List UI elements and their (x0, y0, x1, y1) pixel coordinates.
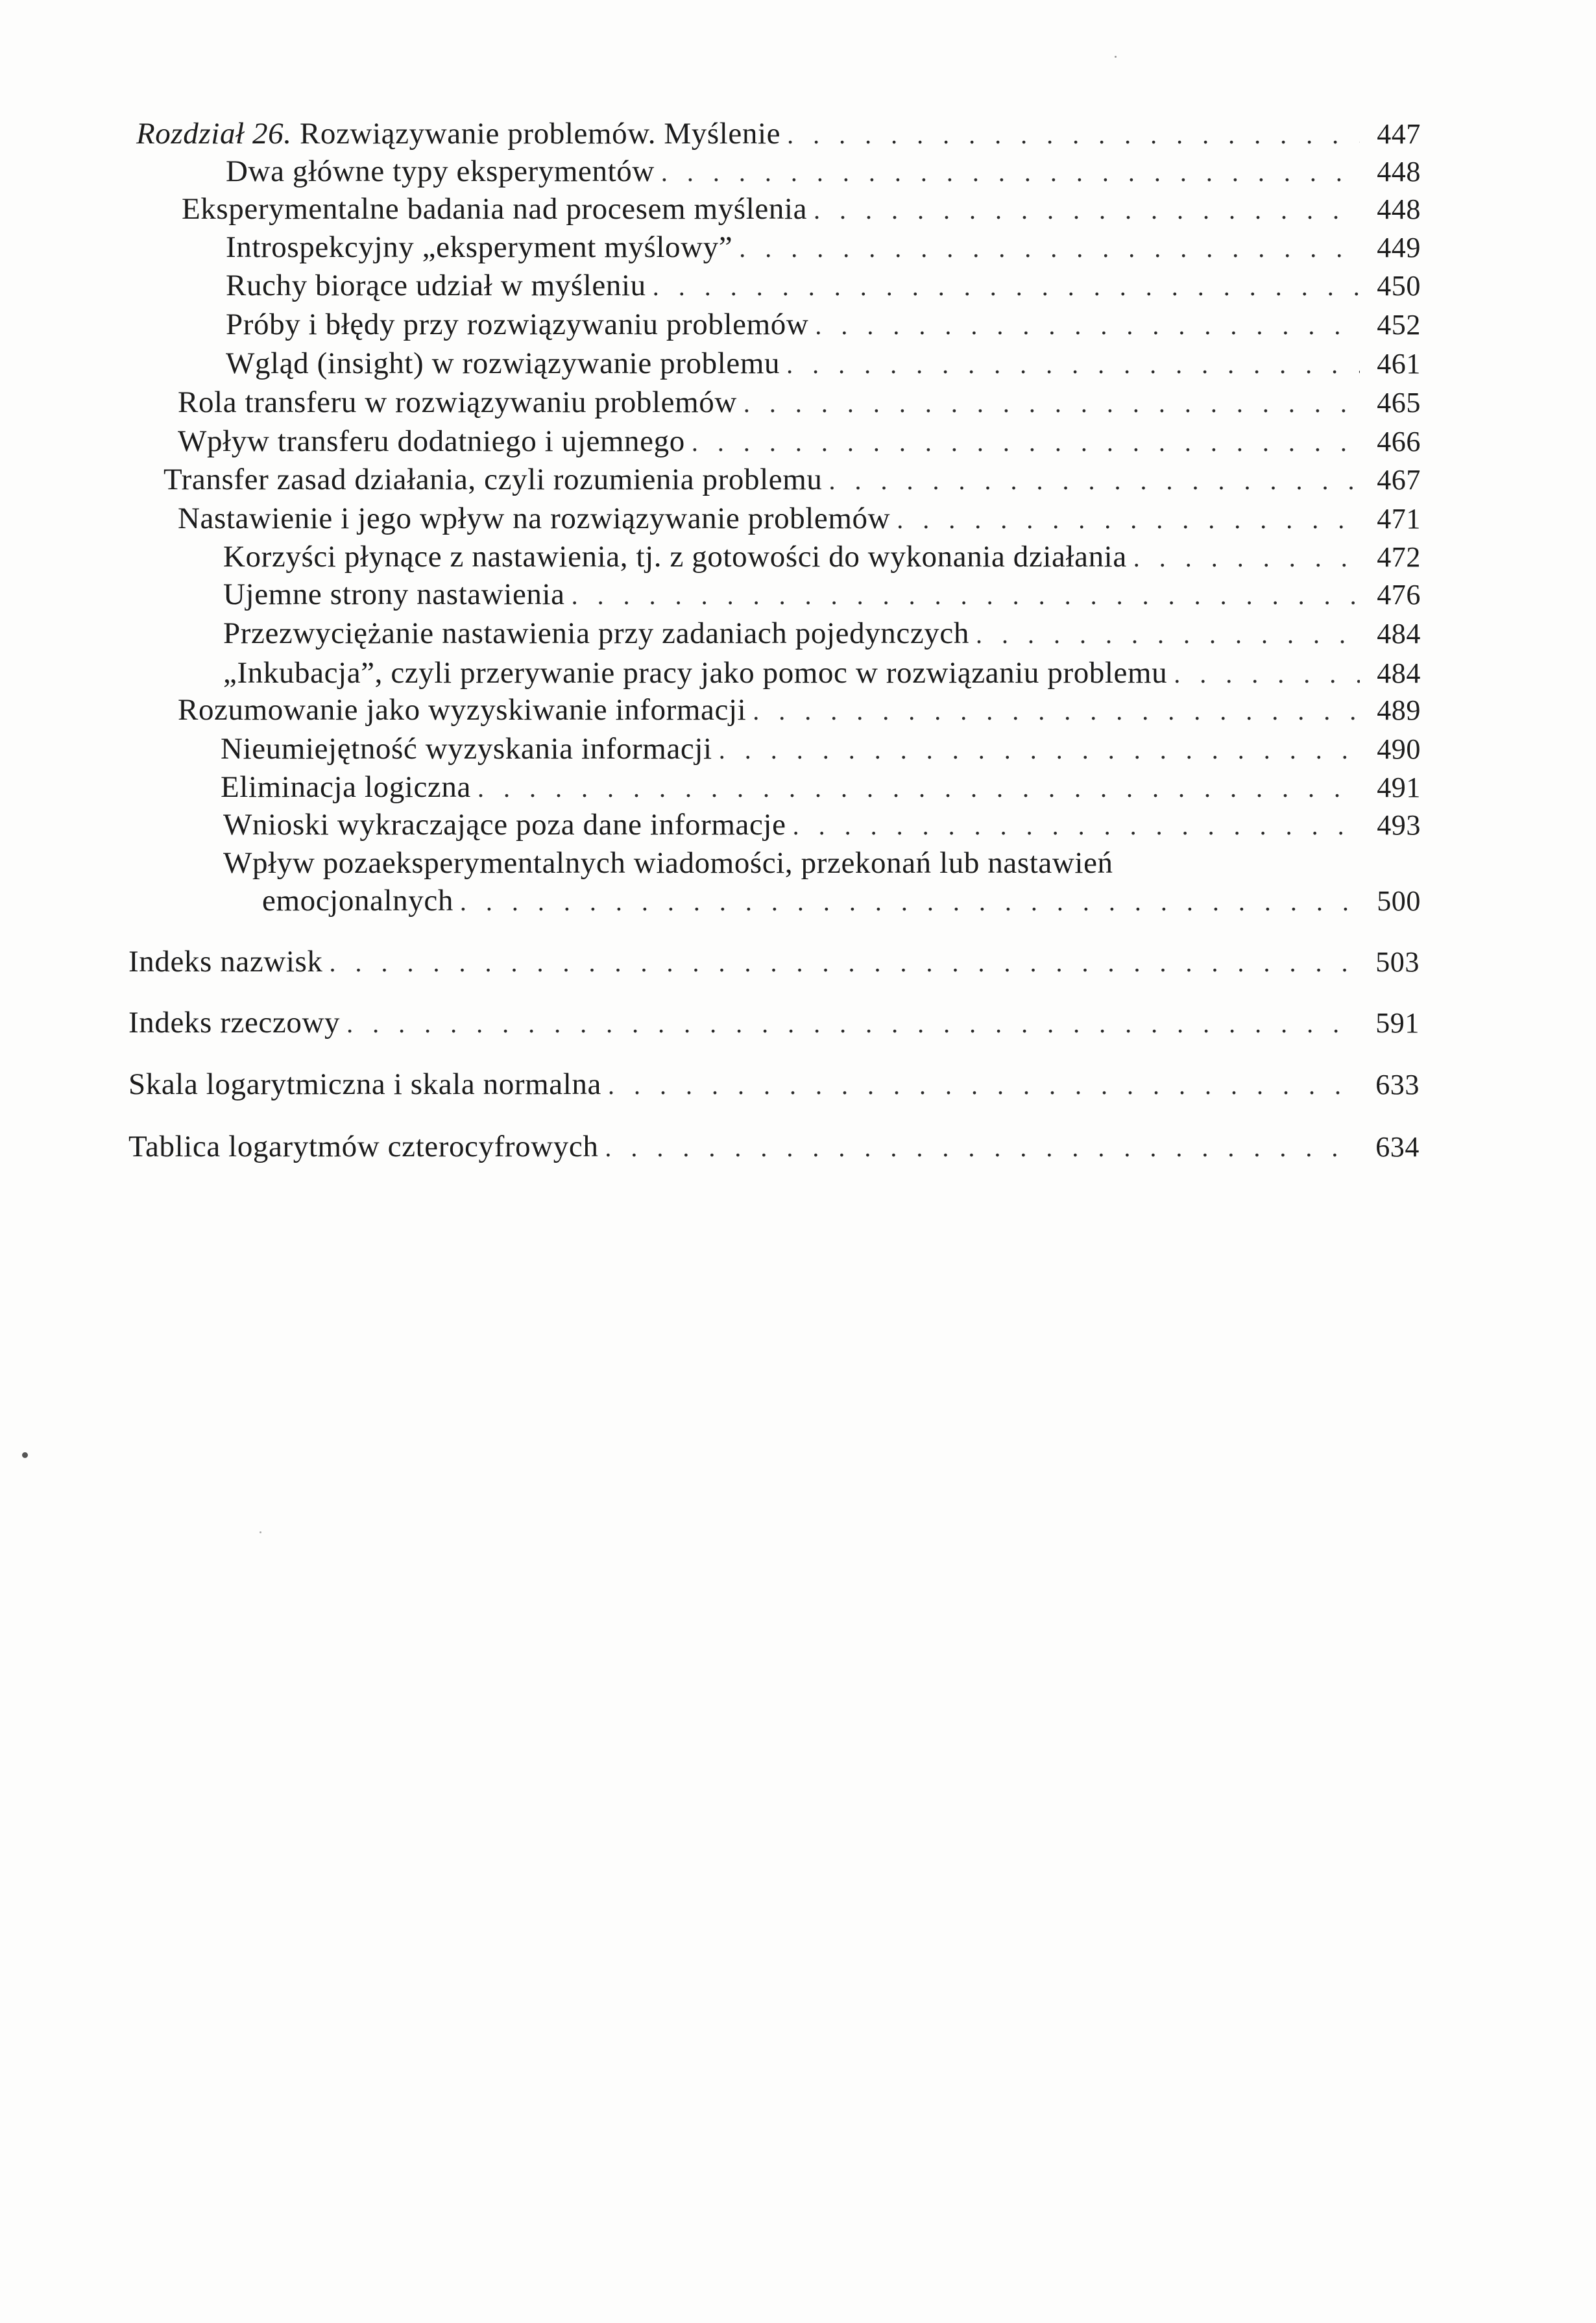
toc-entry-label: Indeks rzeczowy (128, 1006, 341, 1040)
toc-page-number: 449 (1377, 232, 1421, 263)
dot-leader (739, 229, 1360, 268)
toc-page-number: 503 (1375, 946, 1420, 978)
chapter-title: Rozwiązywanie problemów. Myślenie (299, 117, 781, 151)
toc-page-number: 633 (1375, 1069, 1420, 1101)
dot-leader (897, 500, 1360, 539)
toc-entry (178, 422, 1421, 461)
toc-page-number: 472 (1377, 541, 1421, 573)
toc-entry (178, 383, 1421, 422)
toc-entry (223, 575, 1421, 614)
toc-entry-label: Wpływ transferu dodatniego i ujemnego (178, 424, 685, 458)
toc-entry-label: Wnioski wykraczające poza dane informacje (223, 808, 786, 842)
toc-entry-label: Skala logarytmiczna i skala normalna (128, 1067, 601, 1101)
toc-entry-label: Korzyści płynące z nastawienia, tj. z gotowości do wykonania działania (223, 540, 1127, 574)
toc-entry-label: Próby i błędy przy rozwiązywaniu problemów (226, 308, 809, 341)
toc-entry (221, 768, 1421, 807)
dot-leader (719, 731, 1360, 770)
toc-page-number: 591 (1375, 1007, 1420, 1039)
toc-page-number: 500 (1377, 885, 1421, 917)
toc-entry-label: Wgląd (insight) w rozwiązywanie problemu (226, 347, 780, 380)
dot-leader (753, 692, 1360, 731)
toc-page-number: 461 (1377, 348, 1421, 380)
toc-entry (226, 266, 1421, 305)
dot-leader (608, 1066, 1359, 1105)
dot-leader (829, 461, 1360, 500)
toc-entry-label: Introspekcyjny „eksperyment myślowy” (226, 230, 733, 264)
toc-backmatter-entry (128, 1127, 1420, 1166)
toc-page-number: 448 (1377, 156, 1421, 188)
toc-entry-label: Nieumiejętność wyzyskania informacji (221, 732, 712, 766)
toc-entry (223, 805, 1421, 844)
toc-page-number: 448 (1377, 193, 1421, 225)
dot-leader (1133, 539, 1360, 578)
dot-leader (329, 943, 1359, 982)
toc-entry-line2 (262, 881, 1421, 920)
dot-leader (744, 384, 1360, 423)
toc-backmatter-entry (128, 942, 1420, 981)
toc-page-number: 471 (1377, 503, 1421, 535)
toc-entry-label (136, 114, 780, 153)
dot-leader (653, 267, 1360, 306)
toc-entry (226, 344, 1421, 383)
toc-multiline-entry (223, 844, 1421, 921)
toc-entry-label: Ujemne strony nastawienia (223, 578, 565, 611)
toc-entry-line1 (223, 844, 1369, 882)
toc-backmatter-entry (128, 1003, 1420, 1042)
toc-entry-label: Transfer zasad działania, czyli rozumienia problemu (163, 463, 823, 496)
dot-leader (1174, 655, 1360, 694)
dot-leader (605, 1128, 1359, 1167)
dot-leader (976, 615, 1360, 654)
toc-entry-label: Ruchy biorące udział w myśleniu (226, 269, 646, 302)
dot-leader (787, 116, 1360, 154)
toc-entry-label: Indeks nazwisk (128, 945, 323, 979)
toc-chapter-entry (136, 114, 1421, 153)
toc-page-number: 634 (1375, 1131, 1420, 1163)
toc-entry-label: Nastawienie i jego wpływ na rozwiązywanie problemów (178, 502, 891, 535)
dot-leader (346, 1004, 1359, 1043)
toc-entry-label: Eliminacja logiczna (221, 770, 471, 804)
toc-page-number: 466 (1377, 426, 1421, 457)
dot-leader (478, 769, 1360, 808)
dot-leader (692, 423, 1360, 462)
dot-leader (572, 576, 1360, 615)
toc-entry-label: Dwa główne typy eksperymentów (226, 154, 655, 188)
toc-page-number: 447 (1377, 118, 1421, 150)
toc-entry (226, 305, 1421, 344)
dot-leader (460, 882, 1360, 921)
toc-entry (226, 228, 1421, 267)
dot-leader (786, 345, 1360, 384)
toc-entry (163, 460, 1421, 499)
toc-entry-label: Przezwyciężanie nastawienia przy zadaniach pojedynczych (223, 616, 969, 650)
toc-backmatter-entry (128, 1065, 1420, 1104)
toc-entry-label: Tablica logarytmów czterocyfrowych (128, 1130, 599, 1163)
toc-entry (223, 614, 1421, 653)
toc-page-number: 493 (1377, 809, 1421, 841)
dot-leader (661, 153, 1360, 192)
toc-page-number: 450 (1377, 270, 1421, 302)
toc-entry-label: Wpływ pozaeksperymentalnych wiadomości, przekonań lub nastawień (223, 846, 1113, 880)
toc-entry (226, 152, 1421, 191)
toc-page-number: 490 (1377, 733, 1421, 765)
toc-entry (221, 729, 1421, 768)
toc-page-number: 452 (1377, 309, 1421, 341)
toc-page-number: 491 (1377, 772, 1421, 803)
toc-entry-label: Rozumowanie jako wyzyskiwanie informacji (178, 693, 747, 727)
chapter-prefix: Rozdział 26. (136, 117, 292, 151)
toc-entry-label: Rola transferu w rozwiązywaniu problemów (178, 385, 737, 419)
toc-page-number: 489 (1377, 694, 1421, 726)
dot-leader (814, 191, 1360, 230)
toc-page-number: 476 (1377, 579, 1421, 611)
toc-page-number: 467 (1377, 464, 1421, 496)
dot-leader (815, 306, 1360, 345)
toc-entry-label: „Inkubacja”, czyli przerywanie pracy jako pomoc w rozwiązaniu problemu (223, 656, 1168, 690)
toc-page-number: 465 (1377, 387, 1421, 419)
toc-entry (223, 537, 1421, 576)
toc-entry-label: Eksperymentalne badania nad procesem myślenia (182, 192, 808, 226)
toc-page-number: 484 (1377, 657, 1421, 689)
toc-entry-label: emocjonalnych (262, 884, 453, 918)
toc-entry (223, 653, 1421, 692)
dot-leader (793, 807, 1360, 845)
toc-page-number: 484 (1377, 618, 1421, 650)
toc-entry (178, 499, 1421, 538)
toc-entry (182, 189, 1421, 228)
toc-entry (178, 690, 1421, 729)
